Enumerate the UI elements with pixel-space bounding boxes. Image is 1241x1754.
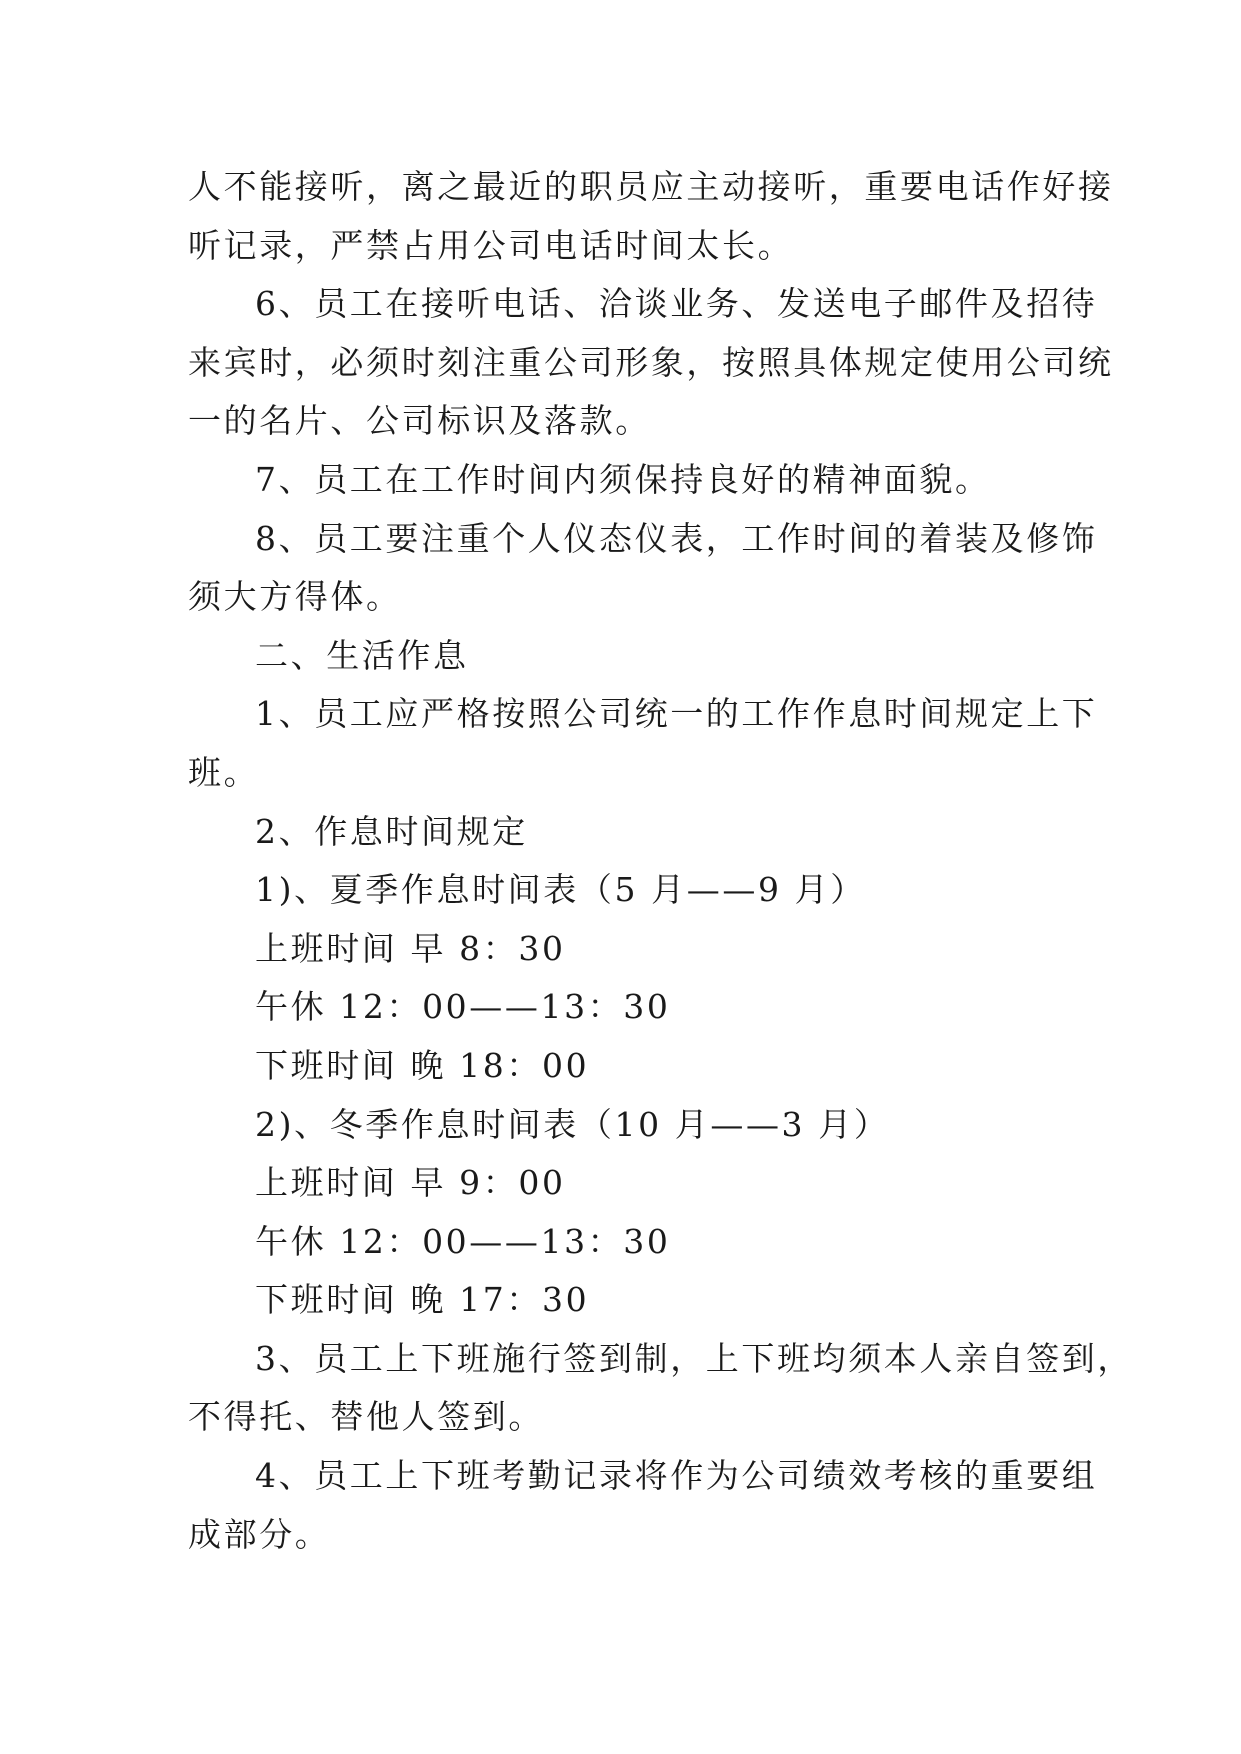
schedule-heading: 1)、夏季作息时间表（5 月——9 月） bbox=[255, 870, 866, 910]
schedule-line: 下班时间 晚 17：30 bbox=[255, 1280, 590, 1320]
schedule-line: 午休 12：00——13：30 bbox=[255, 1221, 671, 1261]
paragraph-line: 8、员工要注重个人仪态仪表，工作时间的着装及修饰 bbox=[255, 518, 1098, 558]
schedule-heading: 2)、冬季作息时间表（10 月——3 月） bbox=[255, 1104, 890, 1144]
paragraph-line: 须大方得体。 bbox=[188, 577, 402, 617]
schedule-line: 下班时间 晚 18：00 bbox=[255, 1045, 590, 1085]
paragraph-line: 来宾时，必须时刻注重公司形象，按照具体规定使用公司统 bbox=[188, 342, 1114, 382]
paragraph-line: 一的名片、公司标识及落款。 bbox=[188, 401, 651, 441]
paragraph-line: 班。 bbox=[188, 752, 260, 792]
paragraph-line: 7、员工在工作时间内须保持良好的精神面貌。 bbox=[255, 459, 991, 499]
paragraph-line: 2、作息时间规定 bbox=[255, 811, 528, 851]
paragraph-line: 1、员工应严格按照公司统一的工作作息时间规定上下 bbox=[255, 694, 1098, 734]
schedule-line: 午休 12：00——13：30 bbox=[255, 987, 671, 1027]
section-heading: 二、生活作息 bbox=[255, 635, 469, 675]
paragraph-line: 不得托、替他人签到。 bbox=[188, 1397, 544, 1437]
paragraph-line: 成部分。 bbox=[188, 1514, 331, 1554]
paragraph-line: 6、员工在接听电话、洽谈业务、发送电子邮件及招待 bbox=[255, 284, 1098, 324]
schedule-line: 上班时间 早 8：30 bbox=[255, 928, 566, 968]
paragraph-line: 4、员工上下班考勤记录将作为公司绩效考核的重要组 bbox=[255, 1456, 1098, 1496]
paragraph-line: 人不能接听，离之最近的职员应主动接听，重要电话作好接 bbox=[188, 167, 1114, 206]
document-page bbox=[188, 158, 1133, 1564]
paragraph-line: 3、员工上下班施行签到制，上下班均须本人亲自签到， bbox=[255, 1338, 1133, 1378]
paragraph-line: 听记录，严禁占用公司电话时间太长。 bbox=[188, 225, 794, 265]
schedule-line: 上班时间 早 9：00 bbox=[255, 1163, 566, 1203]
